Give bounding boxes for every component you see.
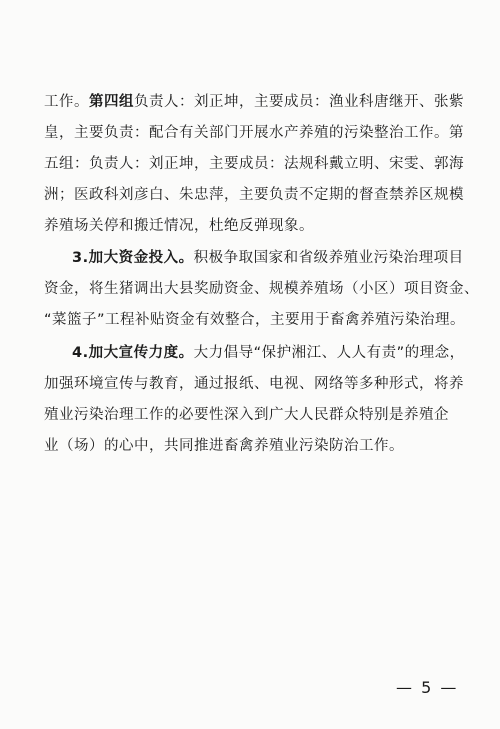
body-text-run: 负责人：刘正坤，主要成员：渔业科唐继开、张紫: [134, 94, 464, 110]
body-text-run: 资金，将生猪调出大县奖励资金、规模养殖场（小区）项目资金、: [44, 281, 479, 297]
body-text-run: 皇，主要负责：配合有关部门开展水产养殖的污染整治工作。第: [44, 125, 464, 141]
body-text-run: “菜篮子”工程补贴资金有效整合，主要用于畜禽养殖污染治理。: [44, 312, 466, 328]
text-line: [44, 92, 464, 112]
text-line: [44, 185, 464, 205]
body-text-run: 洲；医政科刘彦白、朱忠萍，主要负责不定期的督查禁养区规模: [44, 187, 464, 203]
body-text-run: 五组：负责人：刘正坤，主要成员：法规科戴立明、宋雯、郭海: [44, 156, 464, 172]
body-text-run: 积极争取国家和省级养殖业污染治理项目: [193, 250, 464, 266]
text-line: [72, 248, 464, 268]
heading-text: 3.加大资金投入。: [72, 250, 194, 266]
heading-text: 4.加大宣传力度。: [72, 345, 194, 361]
body-text-run: 工作。: [44, 94, 89, 110]
body-text-run: 殖业污染治理工作的必要性深入到广大人民群众特别是养殖企: [44, 407, 449, 423]
body-text-run: 养殖场关停和搬迁情况，杜绝反弹现象。: [44, 218, 314, 234]
body-text-run: 业（场）的心中，共同推进畜禽养殖业污染防治工作。: [44, 438, 404, 454]
text-line: [44, 154, 464, 174]
text-line: [72, 343, 465, 363]
text-line: [44, 405, 449, 425]
text-line: [44, 310, 465, 330]
text-line: [44, 436, 404, 456]
body-text-run: 大力倡导“保护湘江、人人有责”的理念，: [193, 345, 465, 361]
text-line: [44, 374, 464, 394]
text-line: [44, 216, 314, 236]
text-line: [44, 279, 479, 299]
heading-text: 第四组: [89, 94, 134, 110]
text-line: [44, 123, 464, 143]
body-text-run: 加强环境宣传与教育，通过报纸、电视、网络等多种形式，将养: [44, 376, 464, 392]
page-number: — 5 —: [396, 678, 459, 697]
